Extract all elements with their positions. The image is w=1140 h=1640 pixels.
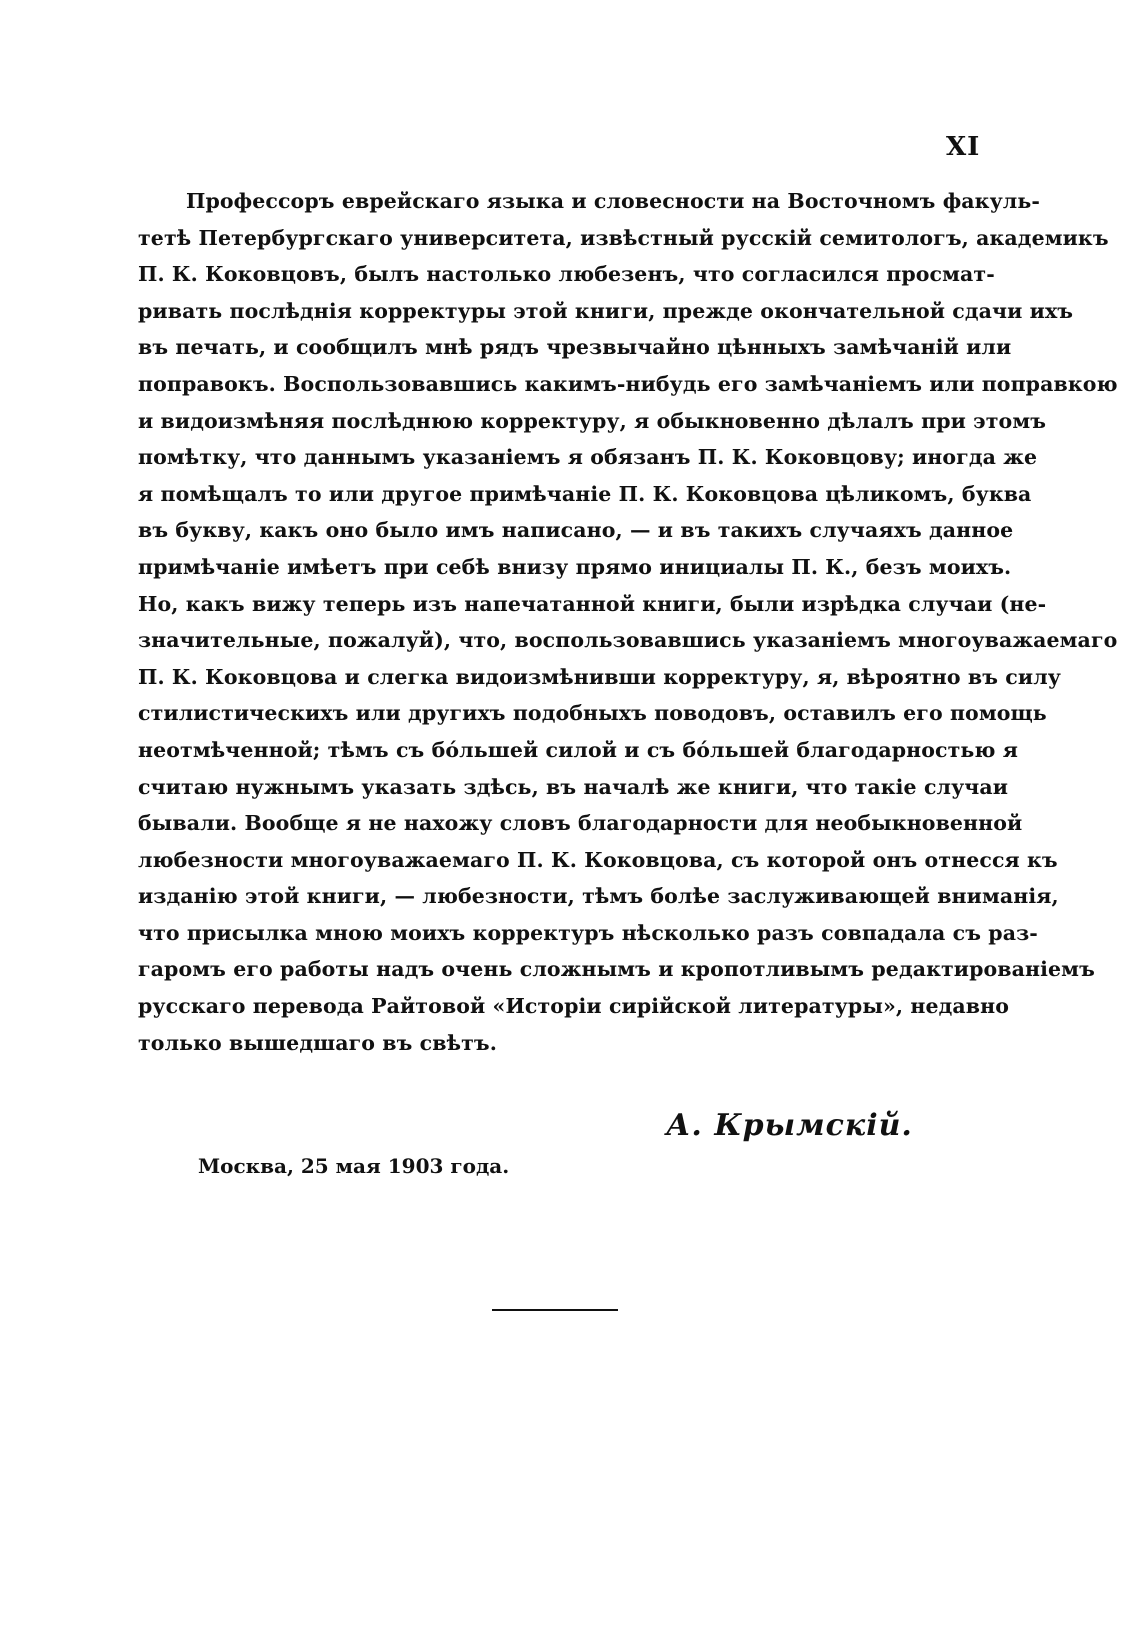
text-line: ривать послѣднія корректуры этой книги, прежде окончательной сдачи ихъ (138, 298, 1074, 323)
text-line: Профессоръ еврейскаго языка и словесности на Восточномъ факуль- (186, 189, 1040, 213)
text-line: П. К. Коковцова и слегка видоизмѣнивши корректуру, я, вѣроятно въ силу (138, 664, 1061, 689)
text-line: русскаго перевода Райтовой «Исторіи сирійской литературы», недавно (138, 994, 1009, 1019)
text-line: бывали. Вообще я не нахожу словъ благодарности для необыкновенной (138, 811, 1023, 836)
text-line: П. К. Коковцовъ, былъ настолько любезенъ, что согласился просмат- (138, 262, 995, 287)
text-line: неотмѣченной; тѣмъ съ бóльшей силой и съ бóльшей благодарностью я (138, 737, 1019, 762)
text-line: въ букву, какъ оно было имъ написано, — и въ такихъ случаяхъ данное (138, 518, 1014, 543)
text-line: что присылка мною моихъ корректуръ нѣсколько разъ совпадала съ раз- (138, 920, 1038, 945)
text-line: считаю нужнымъ указать здѣсь, въ началѣ же книги, что такіе случаи (138, 774, 1009, 799)
text-line: и видоизмѣняя послѣднюю корректуру, я обыкновенно дѣлалъ при этомъ (138, 408, 1047, 433)
text-line: въ печать, и сообщилъ мнѣ рядъ чрезвычайно цѣнныхъ замѣчаній или (138, 335, 1012, 360)
text-line: примѣчаніе имѣетъ при себѣ внизу прямо инициалы П. К., безъ моихъ. (138, 554, 1012, 579)
author-signature: А. Крымскій. (666, 1108, 913, 1143)
text-line: я помѣщалъ то или другое примѣчаніе П. К. Коковцова цѣликомъ, буква (138, 481, 1032, 506)
text-line: изданію этой книги, — любезности, тѣмъ болѣе заслуживающей вниманія, (138, 884, 1059, 909)
text-line: Но, какъ вижу теперь изъ напечатанной книги, были изрѣдка случаи (не- (138, 591, 1047, 616)
text-line: помѣтку, что даннымъ указаніемъ я обязанъ П. К. Коковцову; иногда же (138, 445, 1038, 470)
text-line: тетѣ Петербургскаго университета, извѣстный русскій семитологъ, академикъ (138, 225, 1109, 250)
text-line: только вышедшаго въ свѣтъ. (138, 1030, 497, 1055)
preface-text (138, 183, 1118, 1061)
text-line: поправокъ. Воспользовавшись какимъ-нибудь его замѣчаніемъ или поправкою (138, 371, 1118, 396)
text-line: гаромъ его работы надъ очень сложнымъ и кропотливымъ редактированіемъ (138, 957, 1095, 982)
text-line: значительные, пожалуй), что, воспользовавшись указаніемъ многоуважаемаго (138, 628, 1118, 653)
section-divider (492, 1309, 618, 1311)
text-line: любезности многоуважаемаго П. К. Коковцова, съ которой онъ отнесся къ (138, 847, 1058, 872)
text-line: стилистическихъ или другихъ подобныхъ поводовъ, оставилъ его помощь (138, 701, 1047, 726)
page-number: XI (946, 132, 981, 162)
place-date: Москва, 25 мая 1903 года. (198, 1154, 510, 1178)
